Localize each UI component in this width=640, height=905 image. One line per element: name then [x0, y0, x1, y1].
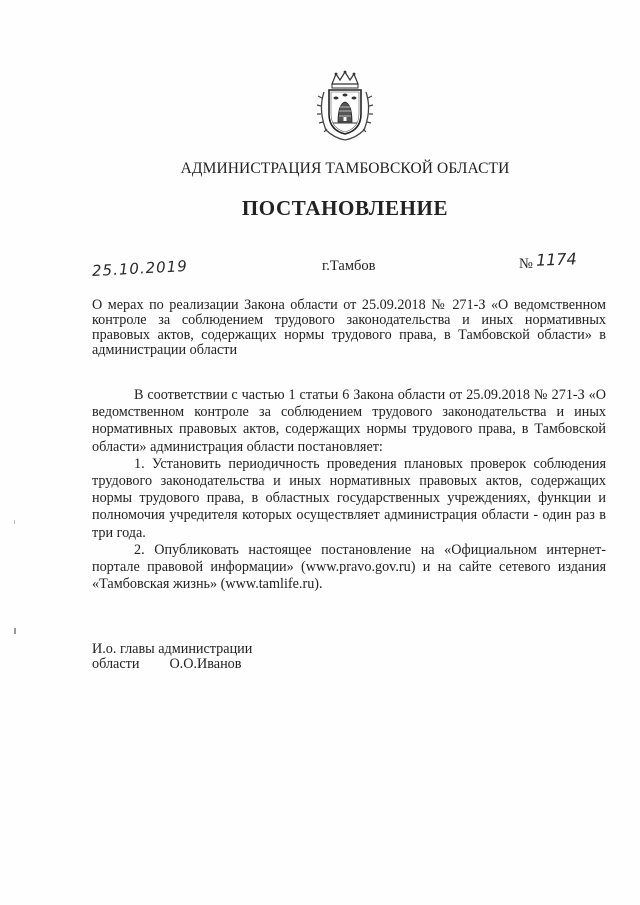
- document-type-heading: ПОСТАНОВЛЕНИЕ: [241, 196, 449, 220]
- number-label: №: [519, 256, 533, 272]
- document-subject: О мерах по реализации Закона области от 25.09.2018 № 271-З «О ведомственном контроле за соблюдением трудового законодательства и иных нормативных правовых актов, содержащих нормы трудового права, в Тамбовской области» в администрации области: [92, 297, 606, 358]
- scan-margin-mark: [14, 520, 15, 524]
- city-label: г.Тамбов: [322, 258, 376, 274]
- preamble-paragraph: В соответствии с частью 1 статьи 6 Закона области от 25.09.2018 № 271-З «О ведомственном контроле за соблюдением трудового законодательства и иных нормативных правовых актов, содержащих нормы трудового права, в Тамбовской области» администрация области постановляет:: [92, 387, 606, 455]
- signer-position-line2: области: [92, 656, 140, 672]
- signature-block: [92, 642, 252, 672]
- handwritten-date: 25.10.2019: [91, 256, 189, 280]
- document-body: [92, 387, 606, 593]
- item-2-paragraph: 2. Опубликовать настоящее постановление на «Официальном интернет-портале правовой информации» (www.pravo.gov.ru) и на сайте сетевого издания «Тамбовская жизнь» (www.tamlife.ru).: [92, 541, 606, 593]
- scan-margin-mark: [14, 628, 16, 634]
- handwritten-number: 1174: [535, 249, 578, 270]
- signer-position-line1: И.о. главы администрации: [92, 641, 253, 657]
- signer-name: О.О.Иванов: [169, 656, 242, 672]
- signer-row: [92, 657, 252, 672]
- item-1-paragraph: 1. Установить периодичность проведения плановых проверок соблюдения трудового законодательства и иных нормативных правовых актов, содержащих нормы трудового права, в областных государственных учреждениях, функции и полномочия учредителя которых осуществляет администрация области - один раз в три года.: [92, 455, 606, 541]
- organization-title: АДМИНИСТРАЦИЯ ТАМБОВСКОЙ ОБЛАСТИ: [180, 160, 510, 177]
- tambov-coat-of-arms-icon: [314, 70, 376, 142]
